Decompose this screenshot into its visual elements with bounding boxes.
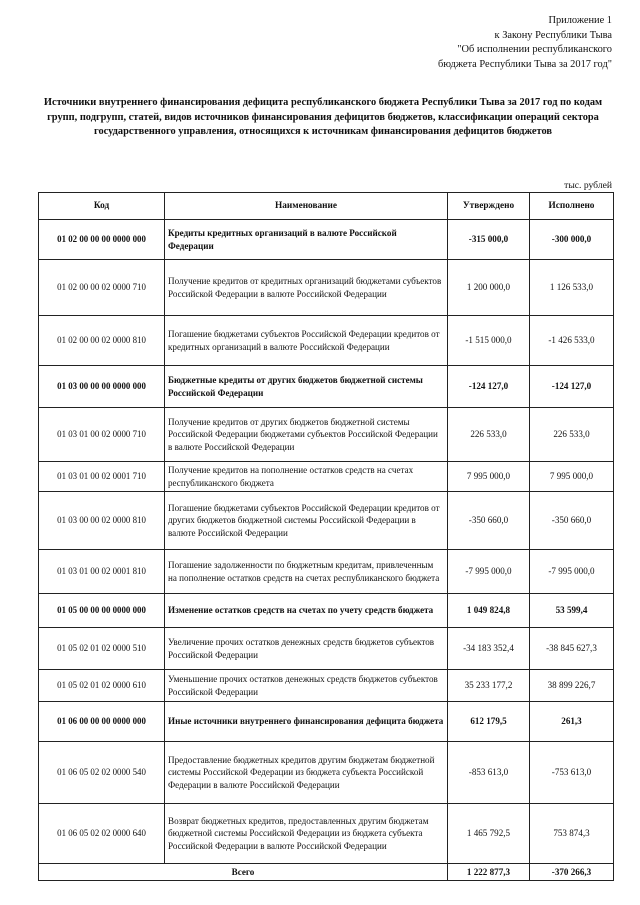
row-name: Погашение бюджетами субъектов Российской Федерации кредитов от кредитных организаций в валюте Российской Федерации — [165, 316, 448, 366]
row-approved: -1 515 000,0 — [448, 316, 530, 366]
row-code: 01 05 02 01 02 0000 610 — [39, 670, 165, 702]
row-code: 01 06 00 00 00 0000 000 — [39, 702, 165, 742]
row-name: Получение кредитов от других бюджетов бюджетной системы Российской Федерации бюджетами субъектов Российской Федерации в валюте Российской Федерации — [165, 408, 448, 462]
row-code: 01 02 00 00 02 0000 810 — [39, 316, 165, 366]
row-name: Увеличение прочих остатков денежных средств бюджетов субъектов Российской Федерации — [165, 628, 448, 670]
row-executed: 38 899 226,7 — [530, 670, 614, 702]
row-approved: -7 995 000,0 — [448, 550, 530, 594]
row-executed: -124 127,0 — [530, 366, 614, 408]
row-approved: 226 533,0 — [448, 408, 530, 462]
row-name: Изменение остатков средств на счетах по учету средств бюджета — [165, 594, 448, 628]
header-code: Код — [39, 193, 165, 220]
row-approved: 7 995 000,0 — [448, 462, 530, 492]
row-executed: 7 995 000,0 — [530, 462, 614, 492]
table-row — [39, 366, 614, 408]
appendix-line: к Закону Республики Тыва — [494, 29, 612, 41]
total-label: Всего — [39, 864, 448, 881]
table-row — [39, 742, 614, 804]
table-row — [39, 408, 614, 462]
row-approved: -350 660,0 — [448, 492, 530, 550]
row-name: Иные источники внутреннего финансирования дефицита бюджета — [165, 702, 448, 742]
row-approved: -853 613,0 — [448, 742, 530, 804]
row-name: Получение кредитов от кредитных организаций бюджетами субъектов Российской Федерации в валюте Российской Федерации — [165, 260, 448, 316]
row-name: Кредиты кредитных организаций в валюте Российской Федерации — [165, 220, 448, 260]
row-name: Погашение задолженности по бюджетным кредитам, привлеченным на пополнение остатков средств на счетах республиканского бюджета — [165, 550, 448, 594]
row-executed: -753 613,0 — [530, 742, 614, 804]
financing-sources-table — [38, 192, 614, 881]
row-name: Погашение бюджетами субъектов Российской Федерации кредитов от других бюджетов бюджетной системы Российской Федерации в валюте Российской Федерации — [165, 492, 448, 550]
row-code: 01 03 01 00 02 0000 710 — [39, 408, 165, 462]
row-name: Предоставление бюджетных кредитов другим бюджетам бюджетной системы Российской Федерации из бюджета субъекта Российской Федерации в валюте Российской Федерации — [165, 742, 448, 804]
row-executed: 261,3 — [530, 702, 614, 742]
total-executed: -370 266,3 — [530, 864, 614, 881]
row-executed: -1 426 533,0 — [530, 316, 614, 366]
appendix-line: Приложение 1 — [548, 15, 612, 26]
row-code: 01 02 00 00 02 0000 710 — [39, 260, 165, 316]
total-row — [39, 864, 614, 881]
row-approved: -124 127,0 — [448, 366, 530, 408]
table-row — [39, 628, 614, 670]
row-executed: 1 126 533,0 — [530, 260, 614, 316]
row-executed: -7 995 000,0 — [530, 550, 614, 594]
row-approved: 35 233 177,2 — [448, 670, 530, 702]
table-row — [39, 804, 614, 864]
table-row — [39, 702, 614, 742]
table-row — [39, 670, 614, 702]
row-approved: 1 049 824,8 — [448, 594, 530, 628]
row-executed: 53 599,4 — [530, 594, 614, 628]
table-row — [39, 316, 614, 366]
row-executed: 753 874,3 — [530, 804, 614, 864]
row-name: Возврат бюджетных кредитов, предоставленных другим бюджетам бюджетной системы Российской Федерации из бюджета субъекта Российской Федерации в валюте Российской Федерации — [165, 804, 448, 864]
header-executed: Исполнено — [530, 193, 614, 220]
table-row — [39, 220, 614, 260]
row-code: 01 06 05 02 02 0000 540 — [39, 742, 165, 804]
header-name: Наименование — [165, 193, 448, 220]
row-executed: -350 660,0 — [530, 492, 614, 550]
row-code: 01 05 02 01 02 0000 510 — [39, 628, 165, 670]
header-approved: Утверждено — [448, 193, 530, 220]
table-row — [39, 550, 614, 594]
row-code: 01 02 00 00 00 0000 000 — [39, 220, 165, 260]
row-executed: -300 000,0 — [530, 220, 614, 260]
row-executed: 226 533,0 — [530, 408, 614, 462]
table-row — [39, 462, 614, 492]
row-code: 01 03 01 00 02 0001 710 — [39, 462, 165, 492]
units-label: тыс. рублей — [564, 180, 612, 191]
row-code: 01 03 01 00 02 0001 810 — [39, 550, 165, 594]
row-code: 01 06 05 02 02 0000 640 — [39, 804, 165, 864]
row-approved: -315 000,0 — [448, 220, 530, 260]
table-row — [39, 594, 614, 628]
appendix-line: "Об исполнении республиканского — [457, 44, 612, 55]
row-name: Бюджетные кредиты от других бюджетов бюджетной системы Российской Федерации — [165, 366, 448, 408]
appendix-line: бюджета Республики Тыва за 2017 год" — [438, 58, 612, 70]
appendix-note — [438, 14, 612, 72]
row-name: Уменьшение прочих остатков денежных средств бюджетов субъектов Российской Федерации — [165, 670, 448, 702]
row-approved: 1 200 000,0 — [448, 260, 530, 316]
total-approved: 1 222 877,3 — [448, 864, 530, 881]
table-row — [39, 492, 614, 550]
row-approved: -34 183 352,4 — [448, 628, 530, 670]
table-header-row — [39, 193, 614, 220]
row-approved: 612 179,5 — [448, 702, 530, 742]
row-approved: 1 465 792,5 — [448, 804, 530, 864]
document-title: Источники внутреннего финансирования дефицита республиканского бюджета Республики Тыва за 2017 год по кодам групп, подгрупп, статей, видов источников финансирования дефицитов бюджетов, классификации операций сектора государственного управления, относящихся к источникам финансирования дефицитов бюджетов — [43, 97, 603, 137]
table-row — [39, 260, 614, 316]
row-executed: -38 845 627,3 — [530, 628, 614, 670]
row-code: 01 05 00 00 00 0000 000 — [39, 594, 165, 628]
row-code: 01 03 00 00 02 0000 810 — [39, 492, 165, 550]
row-name: Получение кредитов на пополнение остатков средств на счетах республиканского бюджета — [165, 462, 448, 492]
row-code: 01 03 00 00 00 0000 000 — [39, 366, 165, 408]
